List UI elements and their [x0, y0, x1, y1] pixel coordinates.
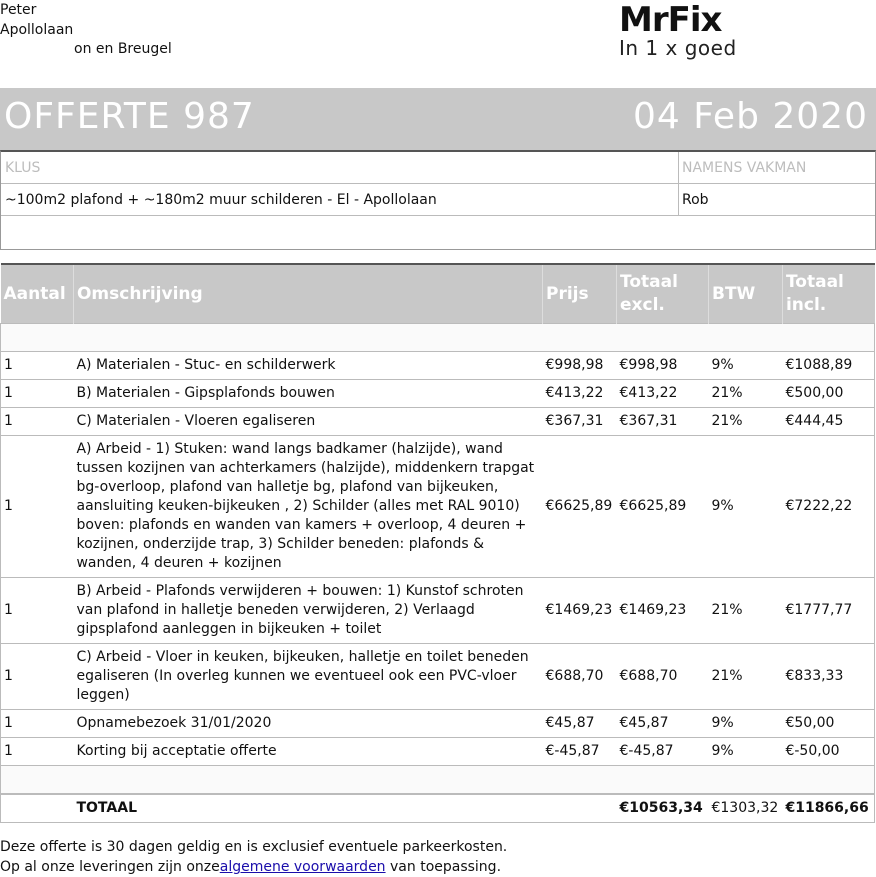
- cell-aantal: 1: [1, 408, 74, 436]
- table-row: [1, 578, 875, 644]
- address-street: Apollolaan: [0, 22, 74, 38]
- cell-aantal: 1: [1, 352, 74, 380]
- cell-prijs: €688,70: [543, 644, 617, 710]
- cell-totaal-incl: €500,00: [782, 380, 874, 408]
- cell-prijs: €998,98: [543, 352, 617, 380]
- table-row: [1, 352, 875, 380]
- quote-date: 04 Feb 2020: [632, 96, 868, 137]
- cell-prijs: €1469,23: [543, 578, 617, 644]
- cell-totaal-excl: €1469,23: [617, 578, 709, 644]
- cell-btw: 21%: [708, 380, 782, 408]
- klus-value: ~100m2 plafond + ~180m2 muur schilderen - El - Apollolaan: [5, 192, 437, 208]
- column-divider: [678, 152, 679, 183]
- header-totaal-incl: Totaal incl.: [782, 264, 874, 324]
- header-omschrijving: Omschrijving: [73, 264, 542, 324]
- klus-label: KLUS: [5, 160, 41, 176]
- cell-aantal: 1: [1, 644, 74, 710]
- table-row: [1, 380, 875, 408]
- cell-omschrijving: Korting bij acceptatie offerte: [73, 738, 542, 766]
- table-header-row: [1, 264, 875, 324]
- spacer-cell: [1, 324, 875, 352]
- total-empty-cell: [543, 794, 617, 823]
- cell-btw: 9%: [708, 710, 782, 738]
- cell-btw: 9%: [708, 352, 782, 380]
- company-logo: [619, 2, 744, 59]
- footer-terms-prefix: Op al onze leveringen zijn onze: [0, 859, 220, 875]
- cell-aantal: 1: [1, 738, 74, 766]
- cell-prijs: €413,22: [543, 380, 617, 408]
- quote-line-items-table: [0, 263, 875, 823]
- table-spacer-row: [1, 324, 875, 352]
- cell-prijs: €-45,87: [543, 738, 617, 766]
- cell-omschrijving: A) Arbeid - 1) Stuken: wand langs badkamer (halzijde), wand tussen kozijnen van achterkamers (halzijde), middenkern trapgat bg-overloop, plafond van halletje bg, plafond van bijkeuken, aansluiting keuken-bijkeuken , 2) Schilder (alles met RAL 9010) boven: plafonds en wanden van kamers + overloop, 4 deuren + kozijnen, onderzijde trap, 3) Schilder beneden: plafonds & wanden, 4 deuren + kozijnen: [73, 436, 542, 578]
- cell-totaal-incl: €7222,22: [782, 436, 874, 578]
- cell-totaal-incl: €833,33: [782, 644, 874, 710]
- cell-btw: 21%: [708, 578, 782, 644]
- cell-totaal-excl: €688,70: [617, 644, 709, 710]
- table-row: [1, 436, 875, 578]
- cell-prijs: €45,87: [543, 710, 617, 738]
- cell-aantal: 1: [1, 436, 74, 578]
- header-prijs: Prijs: [543, 264, 617, 324]
- logo-tagline: In 1 x goed: [619, 36, 737, 60]
- quote-footer: [0, 837, 507, 877]
- total-excl: €10563,34: [617, 794, 709, 823]
- cell-totaal-excl: €998,98: [617, 352, 709, 380]
- total-label: TOTAAL: [73, 794, 542, 823]
- cell-omschrijving: B) Materialen - Gipsplafonds bouwen: [73, 380, 542, 408]
- cell-totaal-incl: €-50,00: [782, 738, 874, 766]
- cell-btw: 9%: [708, 738, 782, 766]
- job-info-box: [0, 150, 876, 250]
- cell-omschrijving: Opnamebezoek 31/01/2020: [73, 710, 542, 738]
- cell-totaal-excl: €413,22: [617, 380, 709, 408]
- cell-totaal-excl: €6625,89: [617, 436, 709, 578]
- header-totaal-excl: Totaal excl.: [617, 264, 709, 324]
- quote-banner: [0, 88, 876, 150]
- cell-totaal-excl: €367,31: [617, 408, 709, 436]
- job-info-value-row: [1, 184, 875, 216]
- cell-btw: 9%: [708, 436, 782, 578]
- cell-aantal: 1: [1, 710, 74, 738]
- logo-wordmark: MrFix: [619, 0, 722, 40]
- table-total-row: [1, 794, 875, 823]
- cell-totaal-incl: €1088,89: [782, 352, 874, 380]
- vakman-value: Rob: [682, 192, 709, 208]
- table-row: [1, 710, 875, 738]
- job-info-header-row: [1, 152, 875, 184]
- cell-totaal-incl: €444,45: [782, 408, 874, 436]
- quote-title: OFFERTE 987: [4, 96, 255, 137]
- address-city: on en Breugel: [74, 41, 172, 57]
- address-name: Peter: [0, 2, 37, 18]
- footer-terms-note: [0, 857, 507, 877]
- vakman-label: NAMENS VAKMAN: [682, 160, 807, 176]
- table-spacer-row: [1, 766, 875, 795]
- cell-omschrijving: C) Arbeid - Vloer in keuken, bijkeuken, halletje en toilet beneden egaliseren (In overleg kunnen we eventueel ook een PVC-vloer leggen): [73, 644, 542, 710]
- footer-validity-note: Deze offerte is 30 dagen geldig en is exclusief eventuele parkeerkosten.: [0, 839, 508, 855]
- total-incl: €11866,66: [782, 794, 874, 823]
- header-btw: BTW: [708, 264, 782, 324]
- table-row: [1, 644, 875, 710]
- cell-btw: 21%: [708, 408, 782, 436]
- footer-terms-suffix: van toepassing.: [385, 859, 502, 875]
- cell-prijs: €6625,89: [543, 436, 617, 578]
- cell-omschrijving: B) Arbeid - Plafonds verwijderen + bouwen: 1) Kunstof schroten van plafond in halletje beneden verwijderen, 2) Verlaagd gipsplafond aanleggen in bijkeuken + toilet: [73, 578, 542, 644]
- table-row: [1, 738, 875, 766]
- terms-link[interactable]: algemene voorwaarden: [219, 859, 386, 875]
- header-aantal: Aantal: [1, 264, 74, 324]
- job-info-empty-row: [1, 216, 875, 249]
- column-divider: [678, 184, 679, 215]
- total-empty-cell: [1, 794, 74, 823]
- cell-totaal-excl: €45,87: [617, 710, 709, 738]
- cell-omschrijving: C) Materialen - Vloeren egaliseren: [73, 408, 542, 436]
- cell-aantal: 1: [1, 380, 74, 408]
- spacer-cell: [1, 766, 875, 795]
- cell-omschrijving: A) Materialen - Stuc- en schilderwerk: [73, 352, 542, 380]
- cell-prijs: €367,31: [543, 408, 617, 436]
- cell-totaal-incl: €1777,77: [782, 578, 874, 644]
- table-row: [1, 408, 875, 436]
- cell-btw: 21%: [708, 644, 782, 710]
- cell-aantal: 1: [1, 578, 74, 644]
- cell-totaal-excl: €-45,87: [617, 738, 709, 766]
- total-btw: €1303,32: [708, 794, 782, 823]
- cell-totaal-incl: €50,00: [782, 710, 874, 738]
